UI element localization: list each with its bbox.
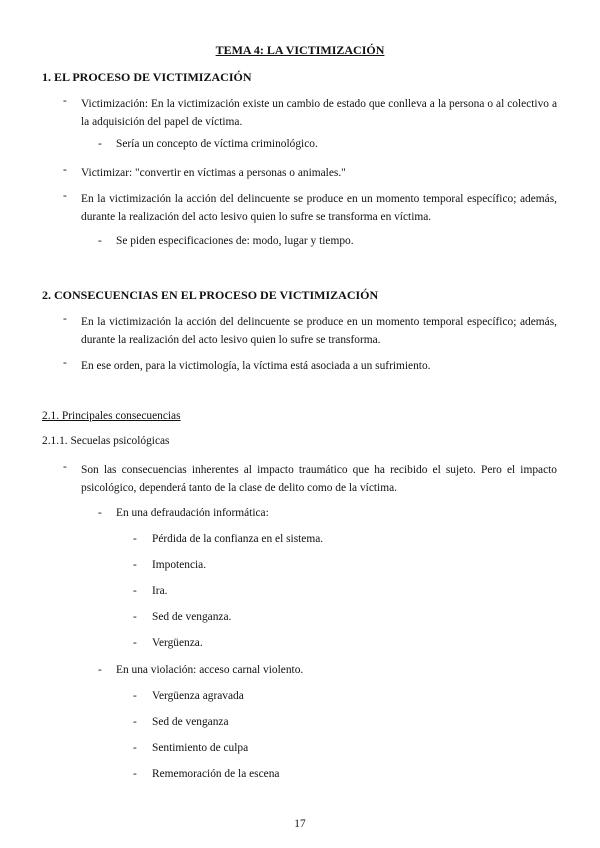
subsubsection-heading: 2.1.1. Secuelas psicológicas: [42, 435, 170, 447]
list-item: - Sed de venganza: [133, 716, 229, 728]
list-item: - Vergüenza.: [133, 637, 203, 649]
list-item: - Victimizar: "convertir en víctimas a personas o animales.": [63, 164, 346, 179]
subsection-heading: 2.1. Principales consecuencias: [42, 410, 181, 422]
list-item: - En ese orden, para la victimología, la víctima está asociada a un sufrimiento.: [63, 357, 431, 372]
list-item: - Sentimiento de culpa: [133, 742, 249, 754]
list-item: - Son las consecuencias inherentes al impacto traumático que ha recibido el sujeto. Pero el impacto psicológico, dependerá tanto de la clase de delito como de la víctima.: [63, 461, 557, 494]
page-title: TEMA 4: LA VICTIMIZACIÓN: [215, 43, 385, 57]
list-item: - Sed de venganza.: [133, 611, 232, 623]
list-item: - En la victimización la acción del delincuente se produce en un momento temporal específico; además, durante la realización del acto lesivo quien lo sufre se transforma.: [63, 313, 557, 346]
list-item: - Rememoración de la escena: [133, 768, 280, 780]
list-item: - Pérdida de la confianza en el sistema.: [133, 533, 324, 545]
list-item: - En una violación: acceso carnal violento.: [98, 664, 304, 676]
list-item: - Impotencia.: [133, 559, 207, 571]
list-item: - Se piden especificaciones de: modo, lugar y tiempo.: [98, 235, 354, 247]
list-item: - Victimización: En la victimización existe un cambio de estado que conlleva a la persona o al colectivo a la adquisición del papel de víctima.: [63, 95, 557, 128]
list-item: - Ira.: [133, 585, 168, 597]
list-item: - En la victimización la acción del delincuente se produce en un momento temporal específico; además, durante la realización del acto lesivo quien lo sufre se transforma en víctima.: [63, 190, 557, 223]
list-item: - En una defraudación informática:: [98, 507, 269, 519]
section-heading-2: 2. CONSECUENCIAS EN EL PROCESO DE VICTIMIZACIÓN: [42, 288, 379, 302]
page-number: 17: [294, 818, 306, 830]
list-item: - Vergüenza agravada: [133, 690, 244, 702]
section-heading-1: 1. EL PROCESO DE VICTIMIZACIÓN: [42, 70, 252, 84]
list-item: - Sería un concepto de víctima criminológico.: [98, 138, 318, 150]
